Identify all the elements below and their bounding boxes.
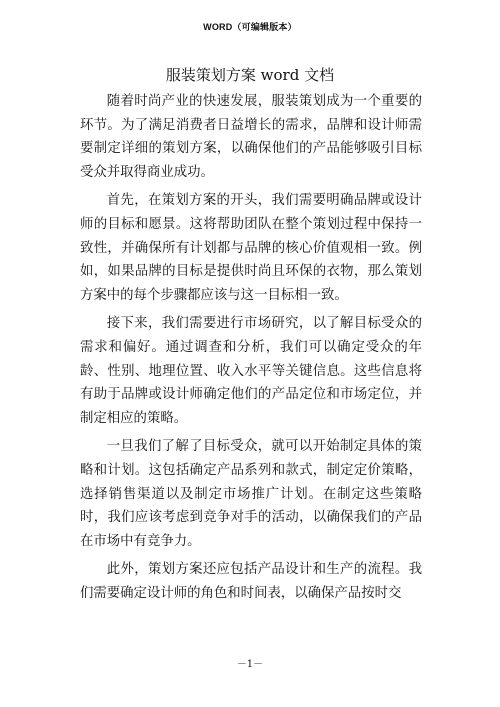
page-number: －1－ [236,659,264,670]
paragraph-5: 此外，策划方案还应包括产品设计和生产的流程。我们需要确定设计师的角色和时间表，以确保产品按时交 [80,562,422,601]
paragraph-2: 首先，在策划方案的开头，我们需要明确品牌或设计师的目标和愿景。这将帮助团队在整个策划过程中保持一致性，并确保所有计划都与品牌的核心价值观相一致。例如，如果品牌的目标是提供时尚且环保的衣物，那么策划方案中的每个步骤都应该与这一目标相一致。 [80,193,422,303]
document-body [80,90,422,610]
paragraph-3: 接下来，我们需要进行市场研究，以了解目标受众的需求和偏好。通过调查和分析，我们可以确定受众的年龄、性别、地理位置、收入水平等关键信息。这些信息将有助于品牌或设计师确定他们的产品定位和市场定位，并制定相应的策略。 [80,316,422,426]
running-header: WORD（可编辑版本） [203,22,297,32]
paragraph-4: 一旦我们了解了目标受众，就可以开始制定具体的策略和计划。这包括确定产品系列和款式，制定定价策略，选择销售渠道以及制定市场推广计划。在制定这些策略时，我们应该考虑到竞争对手的活动，以确保我们的产品在市场中有竞争力。 [80,439,422,549]
document-title: 服装策划方案 word 文档 [165,66,335,84]
paragraph-1: 随着时尚产业的快速发展，服装策划成为一个重要的环节。为了满足消费者日益增长的需求，品牌和设计师需要制定详细的策划方案，以确保他们的产品能够吸引目标受众并取得商业成功。 [80,94,422,180]
